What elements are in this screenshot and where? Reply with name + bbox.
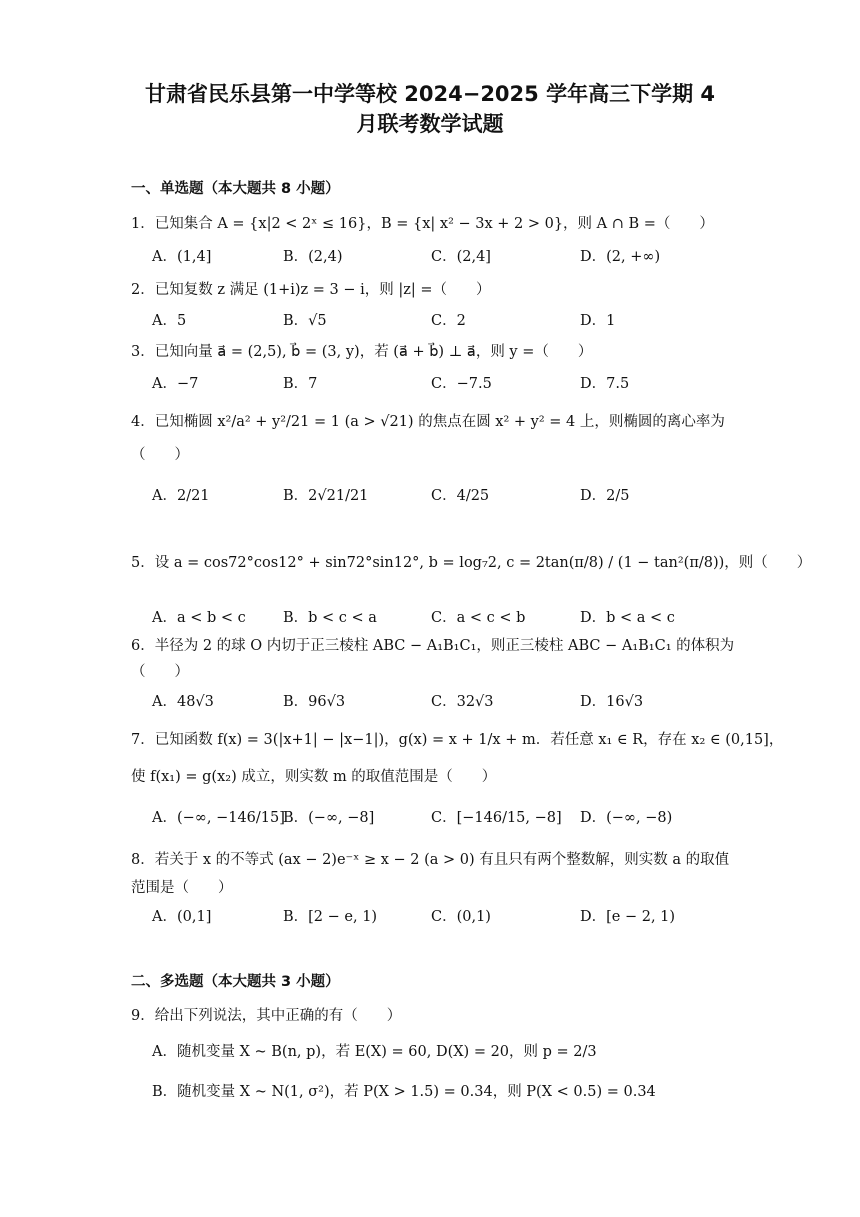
question-2-option-c: C．2 (431, 313, 466, 329)
question-9-option-a: A．随机变量 X ~ B(n, p)，若 E(X) = 60, D(X) = 20，则 p = 2/3 (152, 1044, 597, 1060)
question-8-option-b: B．[2 − e, 1) (283, 909, 378, 925)
question-4-option-a: A．2/21 (152, 488, 210, 504)
question-8-stem-cont: 范围是（ ） (131, 880, 233, 896)
question-8-option-d: D．[e − 2, 1) (580, 909, 676, 925)
question-6-option-a: A．48√3 (152, 694, 214, 710)
question-8-option-a: A．(0,1] (152, 909, 212, 925)
question-6-stem-cont: （ ） (131, 664, 189, 680)
question-5-option-a: A．a < b < c (152, 610, 246, 626)
page-title-line2: 月联考数学试题 (356, 112, 504, 136)
question-7-option-b: B．(−∞, −8] (283, 810, 375, 826)
question-5-option-c: C．a < c < b (431, 610, 526, 626)
question-1-option-a: A．(1,4] (152, 249, 212, 265)
question-5-stem: 5．设 a = cos72°cos12° + sin72°sin12°, b = log₇2, c = 2tan(π/8) / (1 − tan²(π/8))，则（ ） (131, 555, 812, 571)
question-6-option-b: B．96√3 (283, 694, 346, 710)
question-6-option-c: C．32√3 (431, 694, 494, 710)
question-9-option-b: B．随机变量 X ~ N(1, σ²)，若 P(X > 1.5) = 0.34，则 P(X < 0.5) = 0.34 (152, 1084, 656, 1100)
question-4-option-c: C．4/25 (431, 488, 490, 504)
question-9-stem: 9．给出下列说法，其中正确的有（ ） (131, 1008, 402, 1024)
question-2-option-b: B．√5 (283, 313, 327, 329)
question-1-option-d: D．(2, +∞) (580, 249, 661, 265)
question-6-option-d: D．16√3 (580, 694, 644, 710)
question-8-option-c: C．(0,1) (431, 909, 491, 925)
question-5-option-d: D．b < a < c (580, 610, 675, 626)
question-3-option-d: D．7.5 (580, 376, 630, 392)
question-1-stem: 1．已知集合 A = {x|2 < 2ˣ ≤ 16}，B = {x| x² − 3x + 2 > 0}，则 A ∩ B =（ ） (131, 216, 714, 232)
question-1-option-b: B．(2,4) (283, 249, 343, 265)
question-7-option-d: D．(−∞, −8) (580, 810, 673, 826)
question-2-stem: 2．已知复数 z 满足 (1+i)z = 3 − i，则 |z| =（ ） (131, 282, 491, 298)
question-3-option-b: B．7 (283, 376, 318, 392)
question-5-option-b: B．b < c < a (283, 610, 377, 626)
question-2-option-d: D．1 (580, 313, 616, 329)
question-8-stem: 8．若关于 x 的不等式 (ax − 2)e⁻ˣ ≥ x − 2 (a > 0) 有且只有两个整数解，则实数 a 的取值 (131, 852, 730, 868)
section-heading-single-choice: 一、单选题（本大题共 8 小题） (131, 181, 340, 197)
question-7-stem-cont: 使 f(x₁) = g(x₂) 成立，则实数 m 的取值范围是（ ） (131, 769, 497, 785)
question-4-stem-cont: （ ） (131, 447, 189, 463)
question-7-stem: 7．已知函数 f(x) = 3(|x+1| − |x−1|)，g(x) = x + 1/x + m．若任意 x₁ ∈ R，存在 x₂ ∈ (0,15]， (131, 732, 784, 748)
question-7-option-a: A．(−∞, −146/15] (152, 810, 285, 826)
question-3-stem: 3．已知向量 a⃗ = (2,5), b⃗ = (3, y)，若 (a⃗ + b⃗) ⊥ a⃗，则 y =（ ） (131, 344, 593, 360)
question-3-option-c: C．−7.5 (431, 376, 492, 392)
question-7-option-c: C．[−146/15, −8] (431, 810, 562, 826)
section-heading-multiple-choice: 二、多选题（本大题共 3 小题） (131, 974, 340, 990)
question-4-option-d: D．2/5 (580, 488, 630, 504)
question-4-stem: 4．已知椭圆 x²/a² + y²/21 = 1 (a > √21) 的焦点在圆 x² + y² = 4 上，则椭圆的离心率为 (131, 414, 725, 430)
question-1-option-c: C．(2,4] (431, 249, 491, 265)
question-6-stem: 6．半径为 2 的球 O 内切于正三棱柱 ABC − A₁B₁C₁，则正三棱柱 ABC − A₁B₁C₁ 的体积为 (131, 638, 735, 654)
question-3-option-a: A．−7 (152, 376, 199, 392)
question-2-option-a: A．5 (152, 313, 187, 329)
page-title: 甘肃省民乐县第一中学等校 2024−2025 学年高三下学期 4 (144, 82, 716, 106)
question-4-option-b: B．2√21/21 (283, 488, 369, 504)
